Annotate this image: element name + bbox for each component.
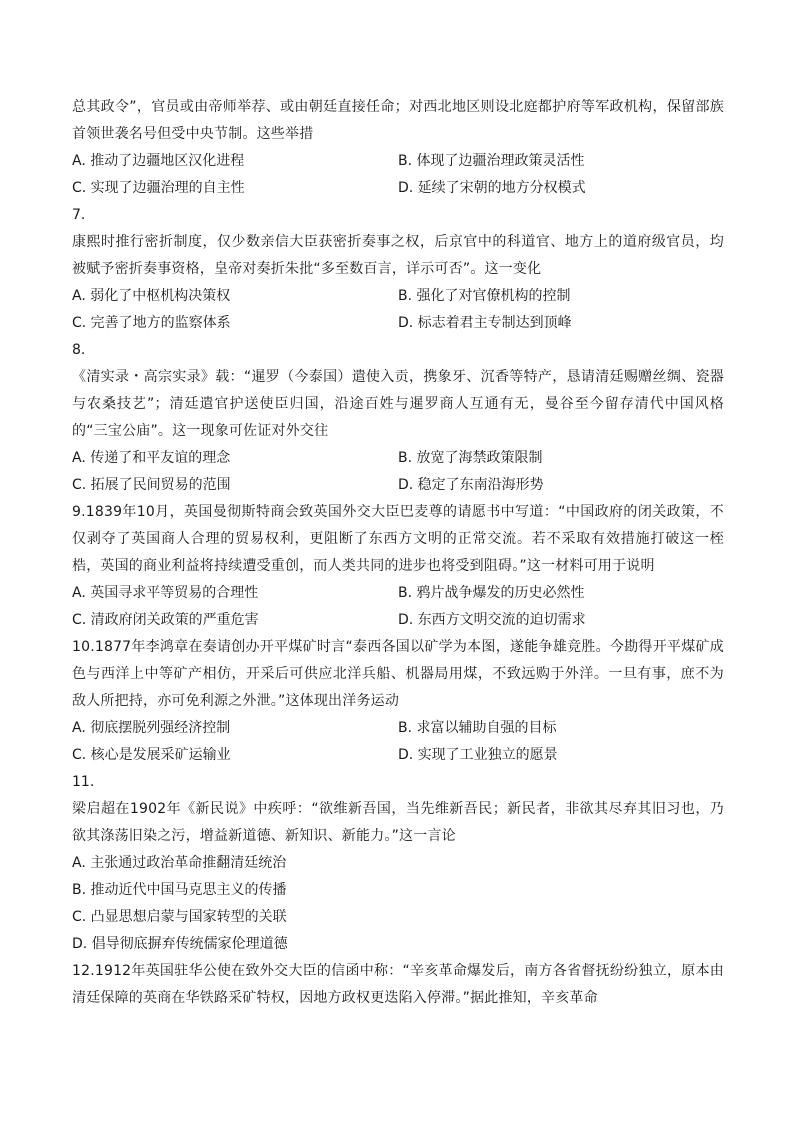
question-12-stem: 12.1912年英国驻华公使在致外交大臣的信函中称：“辛亥革命爆发后，南方各省督抚纷纷独立，原本由清廷保障的英商在华铁路采矿特权，因地方政权更迭陷入停滞。”据此推知，辛亥革命 [72, 963, 724, 1006]
question-11 [72, 769, 724, 958]
option-c[interactable]: C. 完善了地方的监察体系 [72, 315, 231, 331]
exam-page [72, 94, 724, 1012]
option-a[interactable]: A. 主张通过政治革命推翻清廷统治 [72, 855, 287, 871]
question-7-options [72, 283, 724, 337]
question-11-number: 11. [72, 774, 95, 790]
option-a[interactable]: A. 弱化了中枢机构决策权 [72, 288, 231, 304]
question-8-stem: 《清实录・高宗实录》载：“暹罗（今泰国）遣使入贡，携象牙、沉香等特产，恳请清廷赐赠丝绸、瓷器与农桑技艺”；清廷遣官护送使臣归国，沿途百姓与暹罗商人互通有无，曼谷至今留存清代中国风格的“三宝公庙”。这一现象可佐证对外交往 [72, 369, 724, 439]
option-d[interactable]: D. 实现了工业独立的愿景 [398, 747, 558, 763]
question-8 [72, 337, 724, 499]
question-10-stem: 10.1877年李鸿章在奏请创办开平煤矿时言“泰西各国以矿学为本图，遂能争雄竞胜。今勘得开平煤矿成色与西洋上中等矿产相仿，开采后可供应北洋兵船、机器局用煤，不致远购于外洋。一旦有事，庶不为敌人所把持，亦可免利源之外泄。”这体现出洋务运动 [72, 639, 724, 709]
question-8-number: 8. [72, 342, 86, 358]
option-a[interactable]: A. 彻底摆脱列强经济控制 [72, 720, 231, 736]
question-9 [72, 499, 724, 634]
option-d[interactable]: D. 稳定了东南沿海形势 [398, 477, 544, 493]
option-b[interactable]: B. 体现了边疆治理政策灵活性 [398, 153, 585, 169]
option-b[interactable]: B. 求富以辅助自强的目标 [398, 720, 557, 736]
option-a[interactable]: A. 传递了和平友谊的理念 [72, 450, 231, 466]
option-a[interactable]: A. 英国寻求平等贸易的合理性 [72, 585, 259, 601]
question-10 [72, 634, 724, 769]
option-d[interactable]: D. 延续了宋朝的地方分权模式 [398, 180, 586, 196]
option-b[interactable]: B. 放宽了海禁政策限制 [398, 450, 543, 466]
option-b[interactable]: B. 强化了对官僚机构的控制 [398, 288, 571, 304]
question-7 [72, 202, 724, 337]
option-c[interactable]: C. 清政府闭关政策的严重危害 [72, 612, 259, 628]
question-11-options [72, 850, 724, 958]
option-c[interactable]: C. 拓展了民间贸易的范围 [72, 477, 231, 493]
question-8-options [72, 445, 724, 499]
option-c[interactable]: C. 凸显思想启蒙与国家转型的关联 [72, 909, 287, 925]
question-6-stem: 总其政令”，官员或由帝师举荐、或由朝廷直接任命；对西北地区则设北庭都护府等军政机构，保留部族首领世袭名号但受中央节制。这些举措 [72, 99, 724, 142]
question-12 [72, 958, 724, 1012]
question-6 [72, 94, 724, 202]
option-b[interactable]: B. 推动近代中国马克思主义的传播 [72, 882, 287, 898]
option-a[interactable]: A. 推动了边疆地区汉化进程 [72, 153, 245, 169]
question-11-stem: 梁启超在1902年《新民说》中疾呼：“欲维新吾国，当先维新吾民；新民者，非欲其尽弃其旧习也，乃欲其涤荡旧染之污，增益新道德、新知识、新能力。”这一言论 [72, 801, 724, 844]
option-d[interactable]: D. 标志着君主专制达到顶峰 [398, 315, 572, 331]
question-7-number: 7. [72, 207, 86, 223]
question-7-stem: 康熙时推行密折制度，仅少数亲信大臣获密折奏事之权，后京官中的科道官、地方上的道府级官员，均被赋予密折奏事资格，皇帝对奏折朱批“多至数百言，详示可否”。这一变化 [72, 234, 724, 277]
question-10-options [72, 715, 724, 769]
question-6-options [72, 148, 724, 202]
question-9-stem: 9.1839年10月，英国曼彻斯特商会致英国外交大臣巴麦尊的请愿书中写道：“中国政府的闭关政策，不仅剥夺了英国商人合理的贸易权利，更阻断了东西方文明的正常交流。若不采取有效措施打破这一桎梏，英国的商业利益将持续遭受重创，而人类共同的进步也将受到阻碍。”这一材料可用于说明 [72, 504, 724, 574]
option-d[interactable]: D. 倡导彻底摒弃传统儒家伦理道德 [72, 936, 288, 952]
option-d[interactable]: D. 东西方文明交流的迫切需求 [398, 612, 586, 628]
option-b[interactable]: B. 鸦片战争爆发的历史必然性 [398, 585, 585, 601]
option-c[interactable]: C. 核心是发展采矿运输业 [72, 747, 231, 763]
option-c[interactable]: C. 实现了边疆治理的自主性 [72, 180, 245, 196]
question-9-options [72, 580, 724, 634]
